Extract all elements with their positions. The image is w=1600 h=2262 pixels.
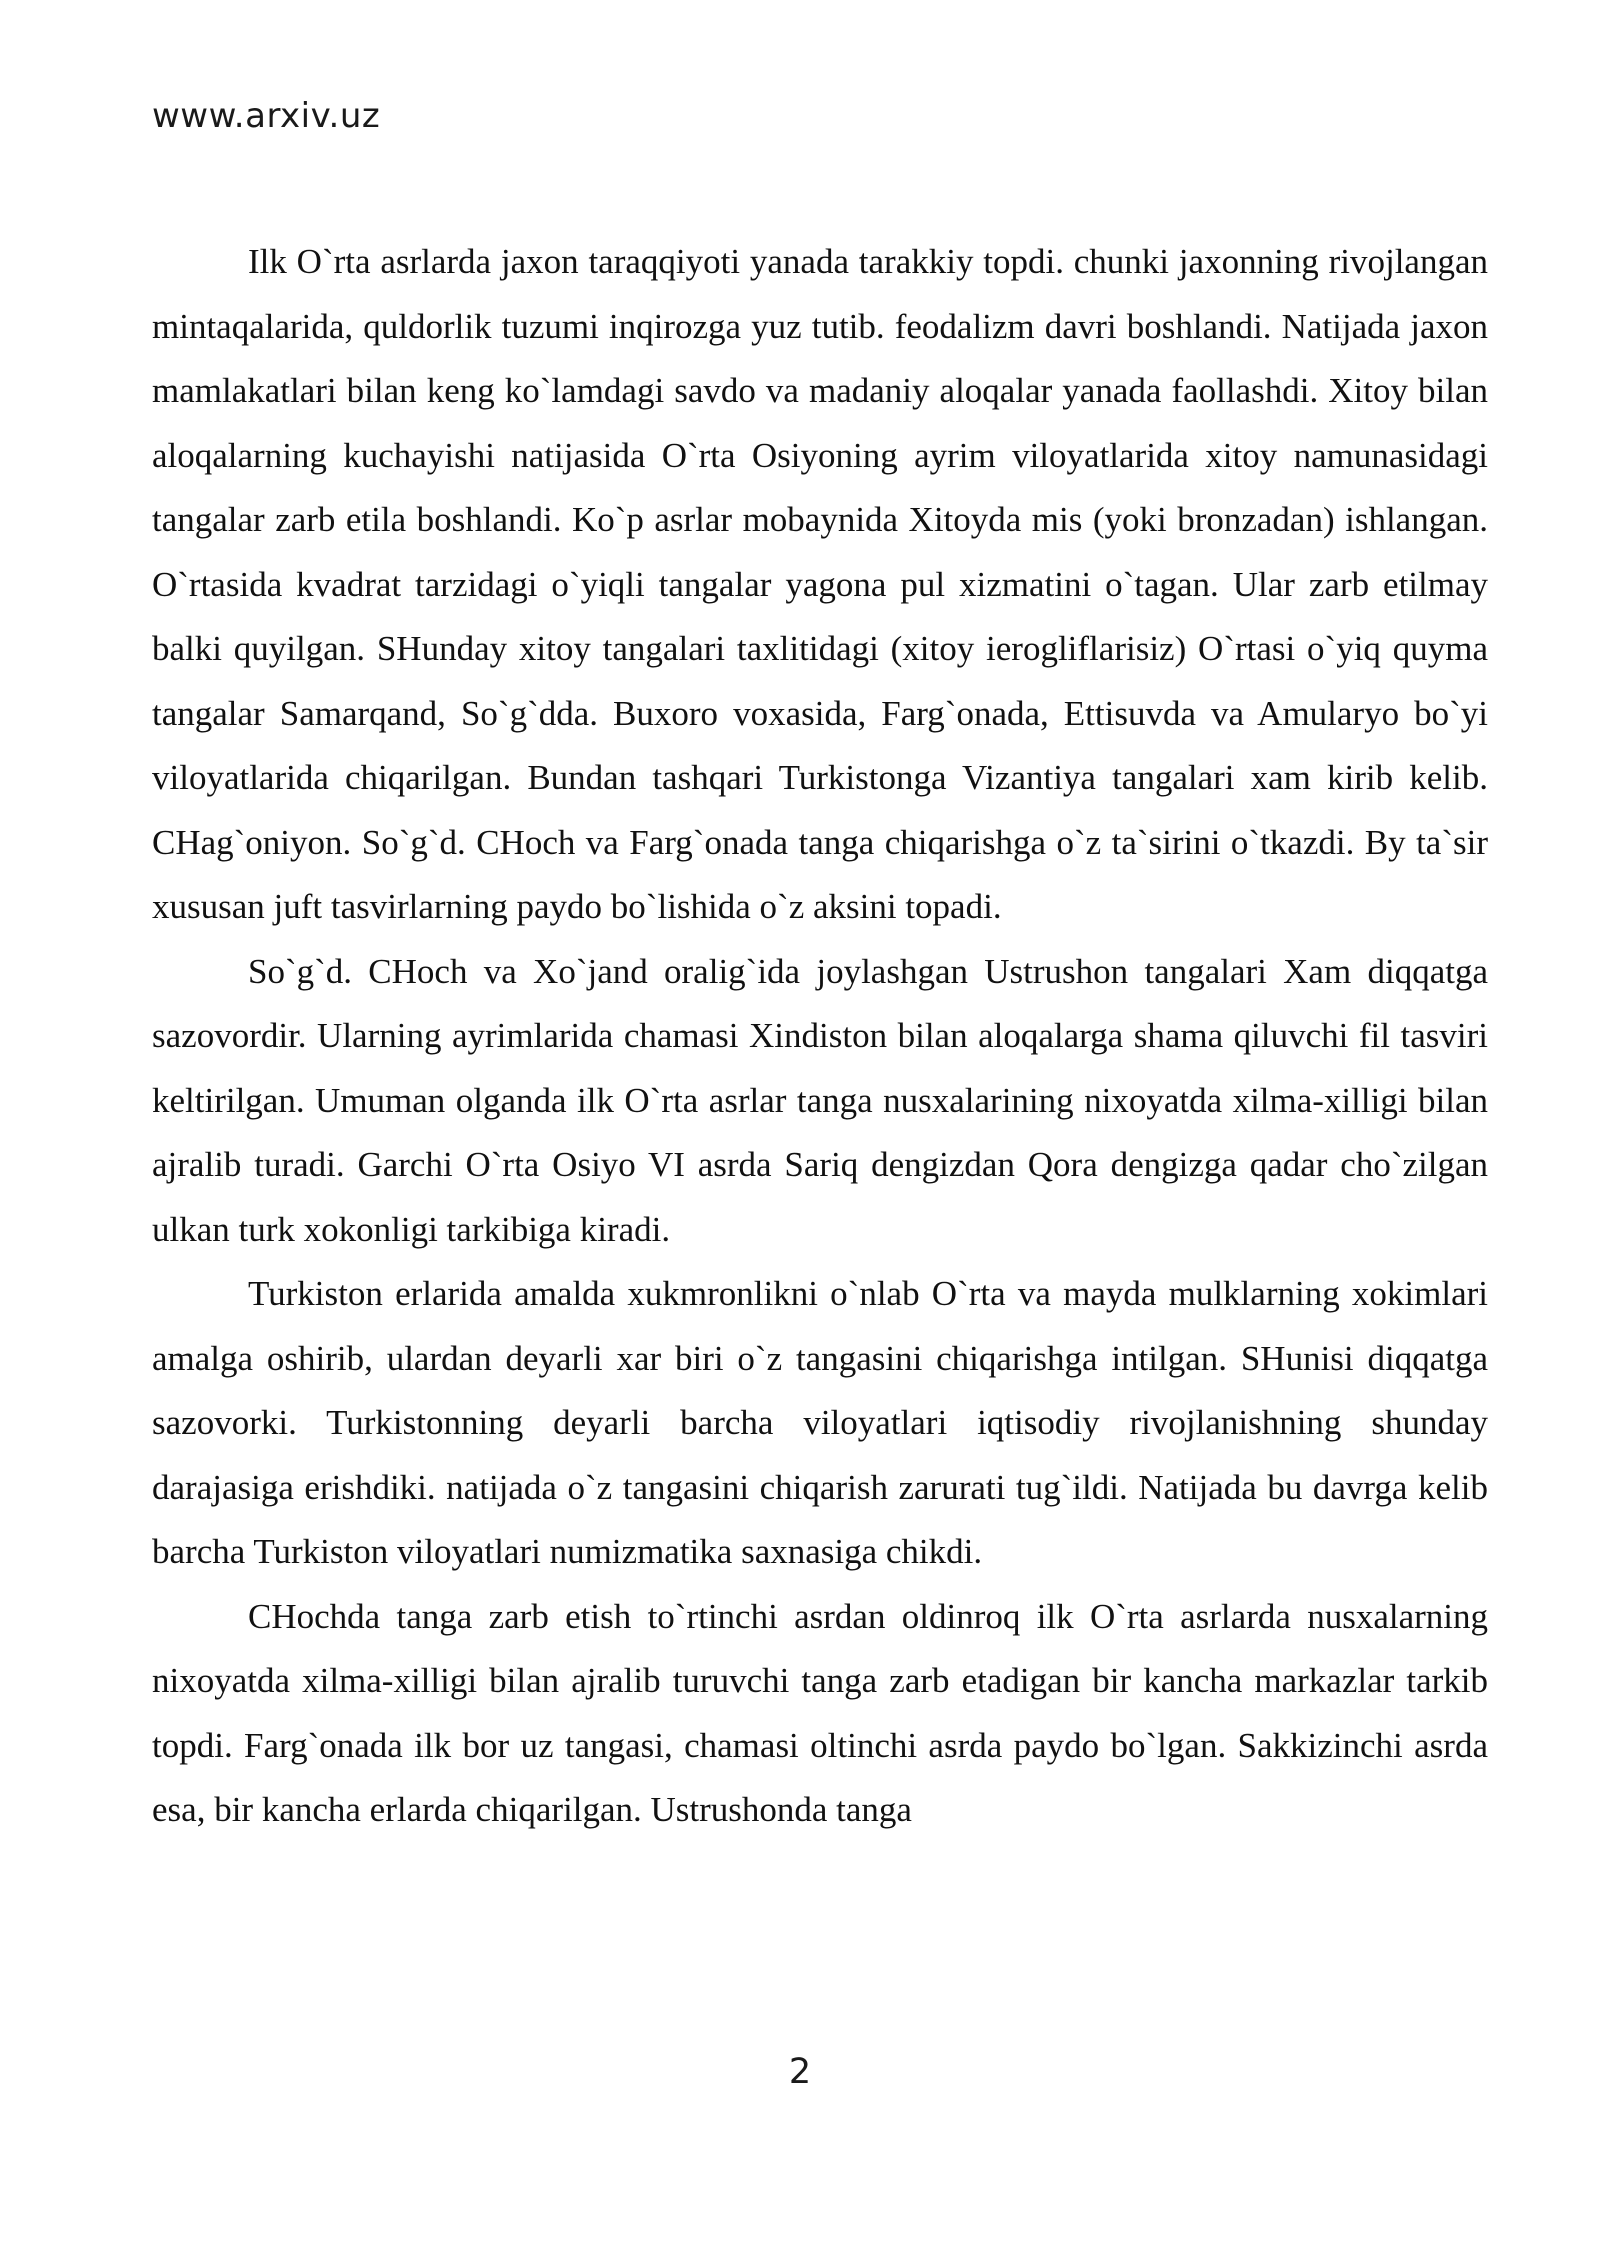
- paragraph-2: So`g`d. CHoch va Xo`jand oralig`ida joylashgan Ustrushon tangalari Xam diqqatga sazovordir. Ularning ayrimlarida chamasi Xindiston bilan aloqalarga shama qiluvchi fil tasviri keltirilgan. Umuman olganda ilk O`rta asrlar tanga nusxalarining nixoyatda xilma-xilligi bilan ajralib turadi. Garchi O`rta Osiyo VI asrda Sariq dengizdan Qora dengizga qadar cho`zilgan ulkan turk xokonligi tarkibiga kiradi.: [152, 951, 1488, 1249]
- site-header-url: www.arxiv.uz: [152, 96, 381, 136]
- page-number: 2: [788, 2052, 812, 2092]
- document-body: [152, 230, 1488, 1843]
- paragraph-4: CHochda tanga zarb etish to`rtinchi asrdan oldinroq ilk O`rta asrlarda nusxalarning nixoyatda xilma-xilligi bilan ajralib turuvchi tanga zarb etadigan bir kancha markazlar tarkib topdi. Farg`onada ilk bor uz tangasi, chamasi oltinchi asrda paydo bo`lgan. Sakkizinchi asrda esa, bir kancha erlarda chiqarilgan. Ustrushonda tanga: [152, 1596, 1488, 1829]
- paragraph-3: Turkiston erlarida amalda xukmronlikni o`nlab O`rta va mayda mulklarning xokimlari amalga oshirib, ulardan deyarli xar biri o`z tangasini chiqarishga intilgan. SHunisi diqqatga sazovorki. Turkistonning deyarli barcha viloyatlari iqtisodiy rivojlanishning shunday darajasiga erishdiki. natijada o`z tangasini chiqarish zarurati tug`ildi. Natijada bu davrga kelib barcha Turkiston viloyatlari numizmatika saxnasiga chikdi.: [152, 1274, 1488, 1571]
- paragraph-1: Ilk O`rta asrlarda jaxon taraqqiyoti yanada tarakkiy topdi. chunki jaxonning rivojlangan mintaqalarida, quldorlik tuzumi inqirozga yuz tutib. feodalizm davri boshlandi. Natijada jaxon mamlakatlari bilan keng ko`lamdagi savdo va madaniy aloqalar yanada faollashdi. Xitoy bilan aloqalarning kuchayishi natijasida O`rta Osiyoning ayrim viloyatlarida xitoy namunasidagi tangalar zarb etila boshlandi. Ko`p asrlar mobaynida Xitoyda mis (yoki bronzadan) ishlangan. O`rtasida kvadrat tarzidagi o`yiqli tangalar yagona pul xizmatini o`tagan. Ular zarb etilmay balki quyilgan. SHunday xitoy tangalari taxlitidagi (xitoy ierogliflarisiz) O`rtasi o`yiq quyma tangalar Samarqand, So`g`dda. Buxoro voxasida, Farg`onada, Ettisuvda va Amularyo bo`yi viloyatlarida chiqarilgan. Bundan tashqari Turkistonga Vizantiya tangalari xam kirib kelib. CHag`oniyon. So`g`d. CHoch va Farg`onada tanga chiqarishga o`z ta`sirini o`tkazdi. By ta`sir xususan juft tasvirlarning paydo bo`lishida o`z aksini topadi.: [152, 242, 1488, 926]
